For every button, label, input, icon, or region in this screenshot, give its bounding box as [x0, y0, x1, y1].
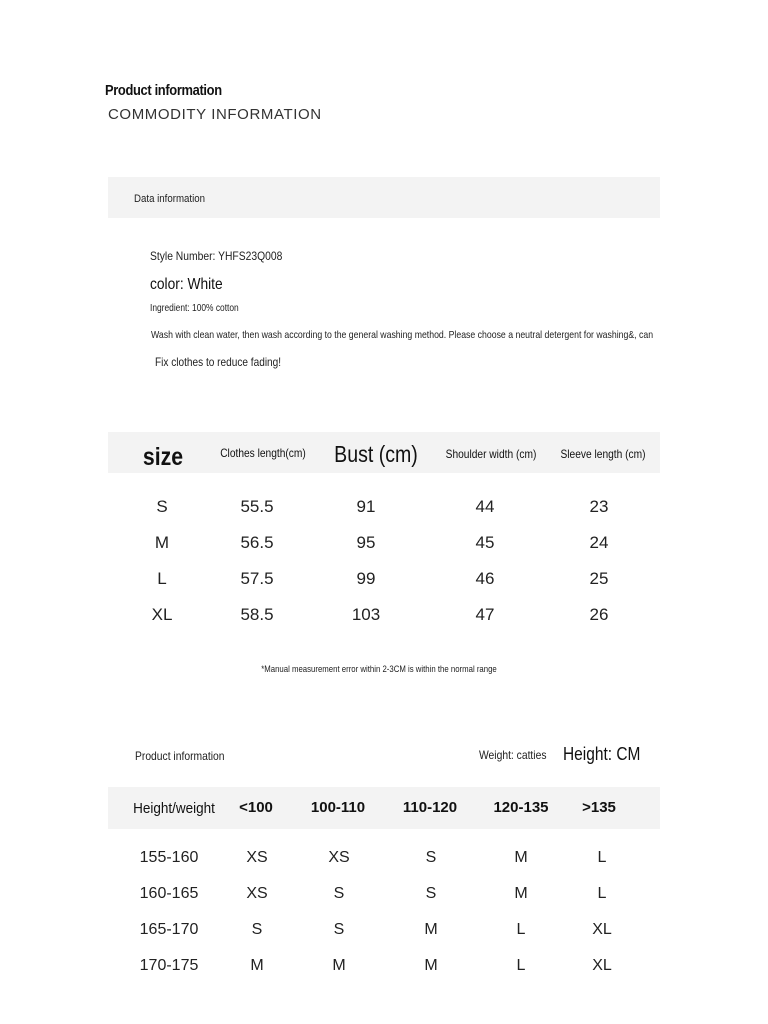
table-cell: 165-170 — [139, 921, 199, 938]
sleeve-length-header: Sleeve length (cm) — [560, 447, 646, 461]
table-cell: 170-175 — [139, 957, 199, 974]
table-cell: L — [597, 849, 607, 866]
table-cell: 91 — [356, 497, 376, 516]
table-cell: M — [250, 957, 264, 974]
table-cell: S — [333, 885, 345, 902]
shoulder-width-header: Shoulder width (cm) — [445, 447, 537, 461]
weight-unit-label: Weight: catties — [479, 748, 547, 762]
table-cell: XL — [592, 957, 612, 974]
wash-instructions: Wash with clean water, then wash according to the general washing method. Please choose a neutral detergent for washing&, can — [151, 329, 654, 341]
weight-col-header: <100 — [239, 799, 273, 816]
table-cell: L — [597, 885, 607, 902]
table-cell: 26 — [589, 605, 609, 624]
table-cell: M — [332, 957, 346, 974]
table-cell: 47 — [475, 605, 495, 624]
table-cell: 23 — [589, 497, 609, 516]
color-text: color: White — [150, 276, 223, 293]
page-title: Product information — [105, 82, 222, 99]
table-cell: 45 — [475, 533, 495, 552]
table-cell: S — [156, 497, 168, 516]
table-cell: S — [251, 921, 263, 938]
table-cell: XL — [151, 605, 173, 624]
table-cell: XS — [246, 885, 268, 902]
table-cell: 155-160 — [139, 849, 199, 866]
bust-header: Bust (cm) — [334, 441, 418, 467]
style-number: Style Number: YHFS23Q008 — [150, 249, 283, 263]
table-cell: S — [425, 849, 437, 866]
weight-col-header: 110-120 — [402, 799, 458, 816]
height-weight-header: Height/weight — [133, 800, 215, 817]
table-cell: 103 — [351, 605, 381, 624]
size-header: size — [142, 443, 184, 471]
table-cell: M — [514, 849, 528, 866]
table-cell: 99 — [356, 569, 376, 588]
table-cell: 95 — [356, 533, 376, 552]
table-cell: L — [516, 957, 526, 974]
table-cell: 56.5 — [240, 533, 274, 552]
table-cell: 24 — [589, 533, 609, 552]
table-cell: 44 — [475, 497, 495, 516]
measurement-note: *Manual measurement error within 2-3CM is within the normal range — [261, 664, 497, 675]
table-cell: 160-165 — [139, 885, 199, 902]
table-cell: XS — [328, 849, 350, 866]
table-cell: XL — [592, 921, 612, 938]
table-cell: 46 — [475, 569, 495, 588]
table-cell: M — [424, 921, 438, 938]
table-cell: M — [424, 957, 438, 974]
clothes-length-header: Clothes length(cm) — [220, 446, 306, 460]
table-cell: 55.5 — [240, 497, 274, 516]
table-cell: 58.5 — [240, 605, 274, 624]
height-unit-label: Height: CM — [563, 744, 641, 764]
weight-col-header: 120-135 — [493, 799, 549, 816]
weight-col-header: >135 — [582, 799, 616, 816]
table-cell: 25 — [589, 569, 609, 588]
table-cell: L — [516, 921, 526, 938]
table-cell: S — [425, 885, 437, 902]
table-cell: L — [157, 569, 167, 588]
table-cell: M — [154, 533, 170, 552]
ingredient-text: Ingredient: 100% cotton — [150, 303, 239, 314]
page-subtitle: COMMODITY INFORMATION — [108, 106, 322, 123]
table-cell: M — [514, 885, 528, 902]
table-cell: 57.5 — [240, 569, 274, 588]
data-info-label: Data information — [134, 193, 206, 205]
fix-note: Fix clothes to reduce fading! — [155, 355, 282, 369]
product-info-label: Product information — [135, 749, 225, 763]
table-cell: S — [333, 921, 345, 938]
table-cell: XS — [246, 849, 268, 866]
weight-col-header: 100-110 — [310, 799, 366, 816]
